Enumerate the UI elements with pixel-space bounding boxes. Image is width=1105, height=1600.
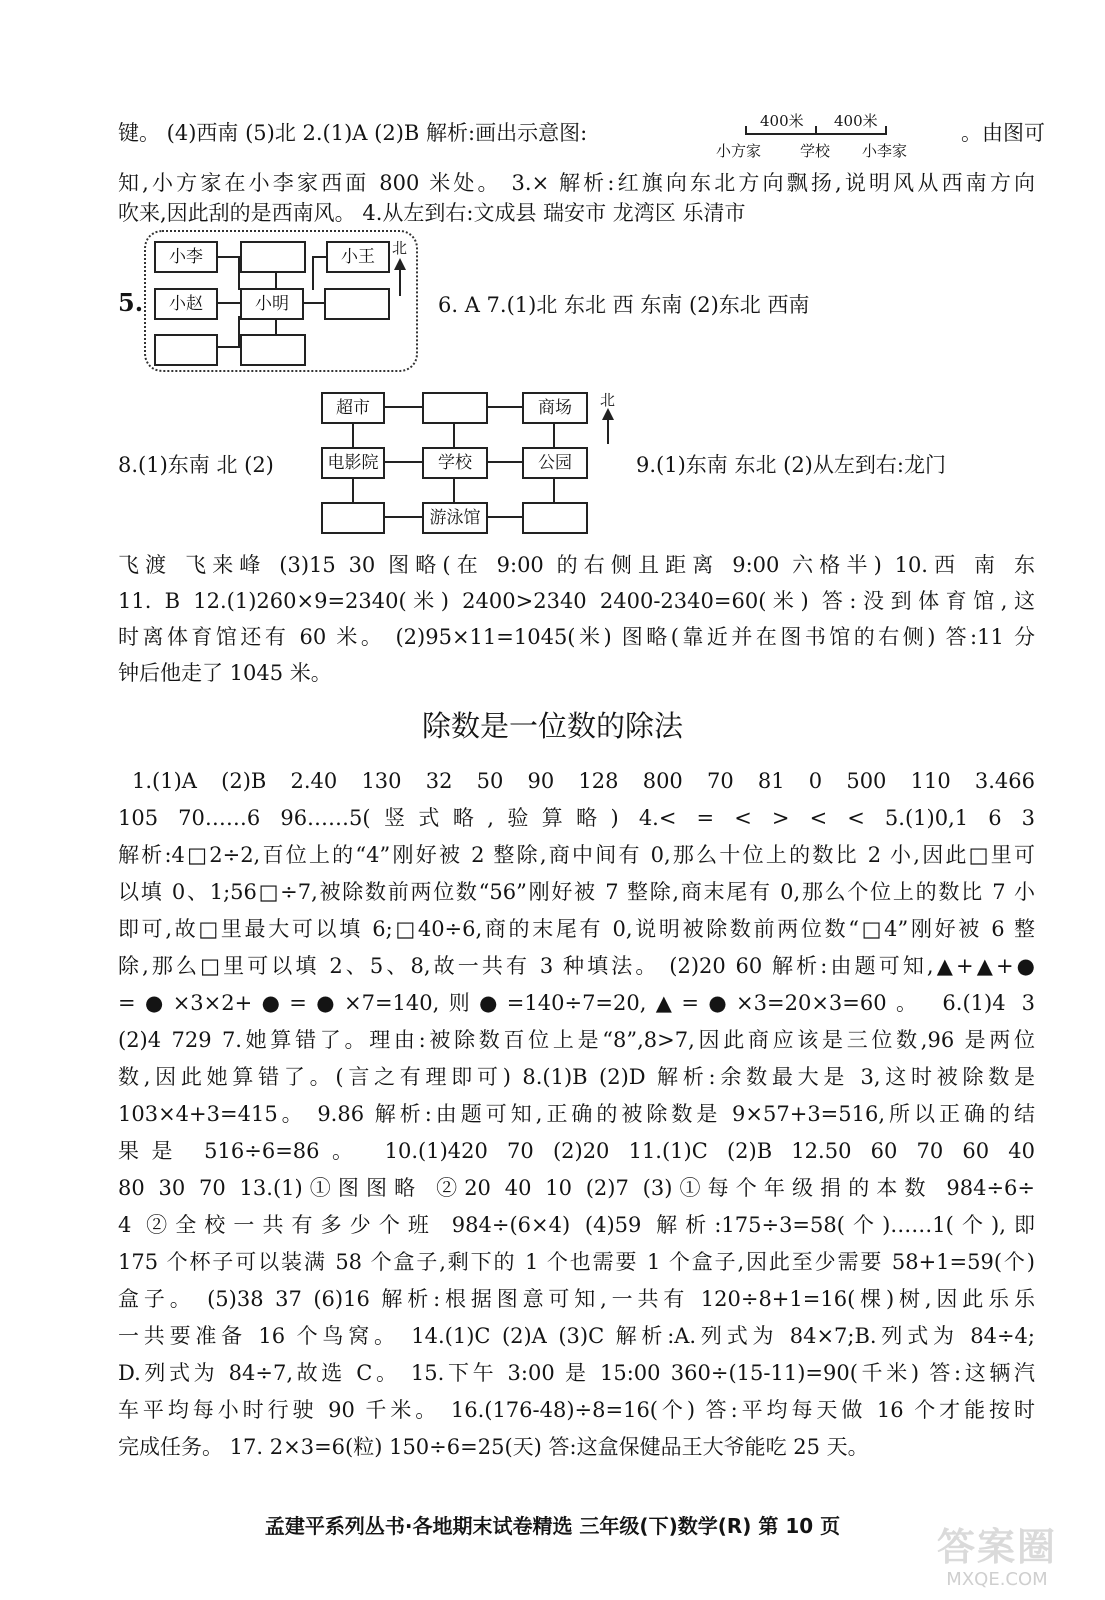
text-line-b17: D.列式为 84÷7,故选 C。 15.下午 3:00 是 15:00 360÷(15-11)=90(千米) 答:这辆汽 — [118, 1361, 1035, 1385]
connector — [453, 477, 455, 503]
connector — [485, 461, 523, 463]
text-line-mid-1: 飞渡 飞来峰 (3)15 30 图略(在 9:00 的右侧且距离 9:00 六格半) 10.西 南 东 — [118, 553, 1035, 577]
text-line-b19: 完成任务。 17. 2×3=6(粒) 150÷6=25(天) 答:这盒保健品王大爷能吃 25 天。 — [118, 1435, 869, 1459]
text-line-b2: 105 70……6 96……5(竖式略,验算略) 4.< = < > < < 5.(1)0,1 6 3 — [118, 806, 1035, 830]
text-line-b1: 1.(1)A (2)B 2.40 130 32 50 90 128 800 70 81 0 500 110 3.466 — [132, 769, 1035, 793]
text-line-b13: 4 ②全校一共有多少个班 984÷(6×4) (4)59 解析:175÷3=58(个)……1(个),即 — [118, 1213, 1035, 1237]
q6-q7-answers: 6. A 7.(1)北 东北 西 东南 (2)东北 西南 — [438, 293, 810, 317]
text-line-b16: 一共要准备 16 个鸟窝。 14.(1)C (2)A (3)C 解析:A.列式为 84×7;B.列式为 84÷4; — [118, 1324, 1035, 1348]
q5-box-empty-bottom-left — [154, 334, 218, 366]
north-label: 北 — [392, 239, 408, 257]
text-line-mid-2: 11. B 12.(1)260×9=2340(米) 2400>2340 2400-2340=60(米) 答:没到体育馆,这 — [118, 589, 1035, 613]
text-line-b12: 80 30 70 13.(1)①图图略 ②20 40 10 (2)7 (3)①每个年级捐的本数 984÷6÷ — [118, 1176, 1035, 1200]
q8-box-supermarket: 超市 — [321, 392, 385, 424]
distance-label-1: 400米 — [760, 112, 804, 130]
q5-box-xiaowang: 小王 — [326, 241, 390, 273]
north-label-2: 北 — [600, 391, 616, 409]
text-line-mid-3: 时离体育馆还有 60 米。 (2)95×11=1045(米) 图略(靠近并在图书馆的右侧) 答:11 分 — [118, 625, 1035, 649]
q8-box-empty-bottom-left — [321, 502, 385, 534]
connector — [383, 516, 423, 518]
text-line-b7: =●×3×2+●=●×7=140,则●=140÷7=20,▲=●×3=20×3=60。 6.(1)4 3 — [118, 991, 1035, 1015]
q5-box-empty-right — [324, 288, 390, 320]
place-label-1: 小方家 — [716, 142, 762, 160]
q8-box-mall: 商场 — [522, 392, 588, 424]
scale-tick-3 — [885, 126, 887, 135]
text-line-b4: 以填 0、1;56□÷7,被除数前两位数“56”刚好被 7 整除,商末尾有 0,那么个位上的数比 7 小 — [118, 880, 1035, 904]
text-line-mid-4: 钟后他走了 1045 米。 — [118, 661, 332, 685]
text-line-b8: (2)4 729 7.她算错了。理由:被除数百位上是“8”,8>7,因此商应该是三位数,96 是两位 — [118, 1028, 1035, 1052]
distance-label-2: 400米 — [834, 112, 878, 130]
connector — [312, 256, 326, 258]
page-footer: 孟建平系列丛书·各地期末试卷精选 三年级(下)数学(R) 第 10 页 — [264, 1514, 841, 1538]
q9-text: 9.(1)东南 东北 (2)从左到右:龙门 — [636, 453, 946, 477]
section-title: 除数是一位数的除法 — [421, 709, 683, 743]
connector — [216, 302, 240, 304]
text-line-3: 吹来,因此刮的是西南风。 4.从左到右:文成县 瑞安市 龙湾区 乐清市 — [118, 201, 746, 225]
connector — [553, 477, 555, 503]
text-line-1-tail-content: 。由图可 — [961, 121, 1045, 145]
connector — [275, 270, 277, 290]
watermark-small-text: MXQE.COM — [946, 1569, 1048, 1590]
place-label-3: 小李家 — [862, 142, 908, 160]
connector — [383, 406, 423, 408]
q5-box-xiaoli: 小李 — [154, 241, 218, 273]
connector — [312, 256, 314, 290]
text-line-b15: 盒子。 (5)38 37 (6)16 解析:根据图意可知,一共有 120÷8+1=16(棵)树,因此乐乐 — [118, 1287, 1035, 1311]
text-line-1-tail — [925, 118, 1045, 148]
text-line-b10: 103×4+3=415。 9.86 解析:由题可知,正确的被除数是 9×57+3=516,所以正确的结 — [118, 1102, 1035, 1126]
q8-text: 8.(1)东南 北 (2) — [118, 453, 274, 477]
text-line-b9: 数,因此她算错了。(言之有理即可) 8.(1)B (2)D 解析:余数最大是 3,这时被除数是 — [118, 1065, 1035, 1089]
q5-box-empty-bottom — [240, 334, 306, 366]
connector — [453, 422, 455, 448]
north-arrow-icon — [399, 268, 401, 296]
connector — [485, 516, 523, 518]
q8-box-pool: 游泳馆 — [422, 502, 488, 534]
connector — [485, 406, 523, 408]
watermark-big-text: 答案圈 — [936, 1525, 1057, 1569]
north-arrow-icon — [607, 418, 609, 444]
text-line-1-content: 键。 (4)西南 (5)北 2.(1)A (2)B 解析:画出示意图: — [118, 121, 588, 145]
q5-box-xiaoming: 小明 — [240, 288, 304, 320]
text-line-b5: 即可,故□里最大可以填 6;□40÷6,商的末尾有 0,说明被除数前两位数“□4”刚好被 6 整 — [118, 917, 1035, 941]
text-line-b6: 除,那么□里可以填 2、5、8,故一共有 3 种填法。 (2)20 60 解析:由题可知,▲+▲+● — [118, 954, 1035, 978]
text-line-b18: 车平均每小时行驶 90 千米。 16.(176-48)÷8=16(个) 答:平均每天做 16 个才能按时 — [118, 1398, 1035, 1422]
text-line-b14: 175 个杯子可以装满 58 个盒子,剩下的 1 个也需要 1 个盒子,因此至少需要 58+1=59(个) — [118, 1250, 1035, 1274]
connector — [383, 461, 423, 463]
connector — [216, 346, 240, 348]
text-line-2: 知,小方家在小李家西面 800 米处。 3.× 解析:红旗向东北方向飘扬,说明风从西南方向 — [118, 171, 1035, 195]
scale-tick-2 — [815, 126, 817, 135]
place-label-2: 学校 — [800, 142, 831, 160]
q5-box-xiaozhao: 小赵 — [154, 288, 218, 320]
scale-tick-1 — [745, 126, 747, 135]
q8-box-empty-top — [422, 392, 488, 424]
q8-box-empty-bottom-right — [522, 502, 588, 534]
q8-box-cinema: 电影院 — [321, 447, 385, 479]
connector — [352, 477, 354, 503]
q5-box-empty-top — [240, 241, 306, 273]
q8-box-school: 学校 — [422, 447, 488, 479]
text-line-b3: 解析:4□2÷2,百位上的“4”刚好被 2 整除,商中间有 0,那么十位上的数比 2 小,因此□里可 — [118, 843, 1035, 867]
text-line-b11: 果是 516÷6=86。 10.(1)420 70 (2)20 11.(1)C (2)B 12.50 60 70 60 40 — [118, 1139, 1035, 1163]
q8-box-park: 公园 — [522, 447, 588, 479]
connector — [352, 422, 354, 448]
connector — [553, 422, 555, 448]
q5-number: 5. — [118, 288, 144, 317]
watermark-logo — [907, 1525, 1087, 1595]
